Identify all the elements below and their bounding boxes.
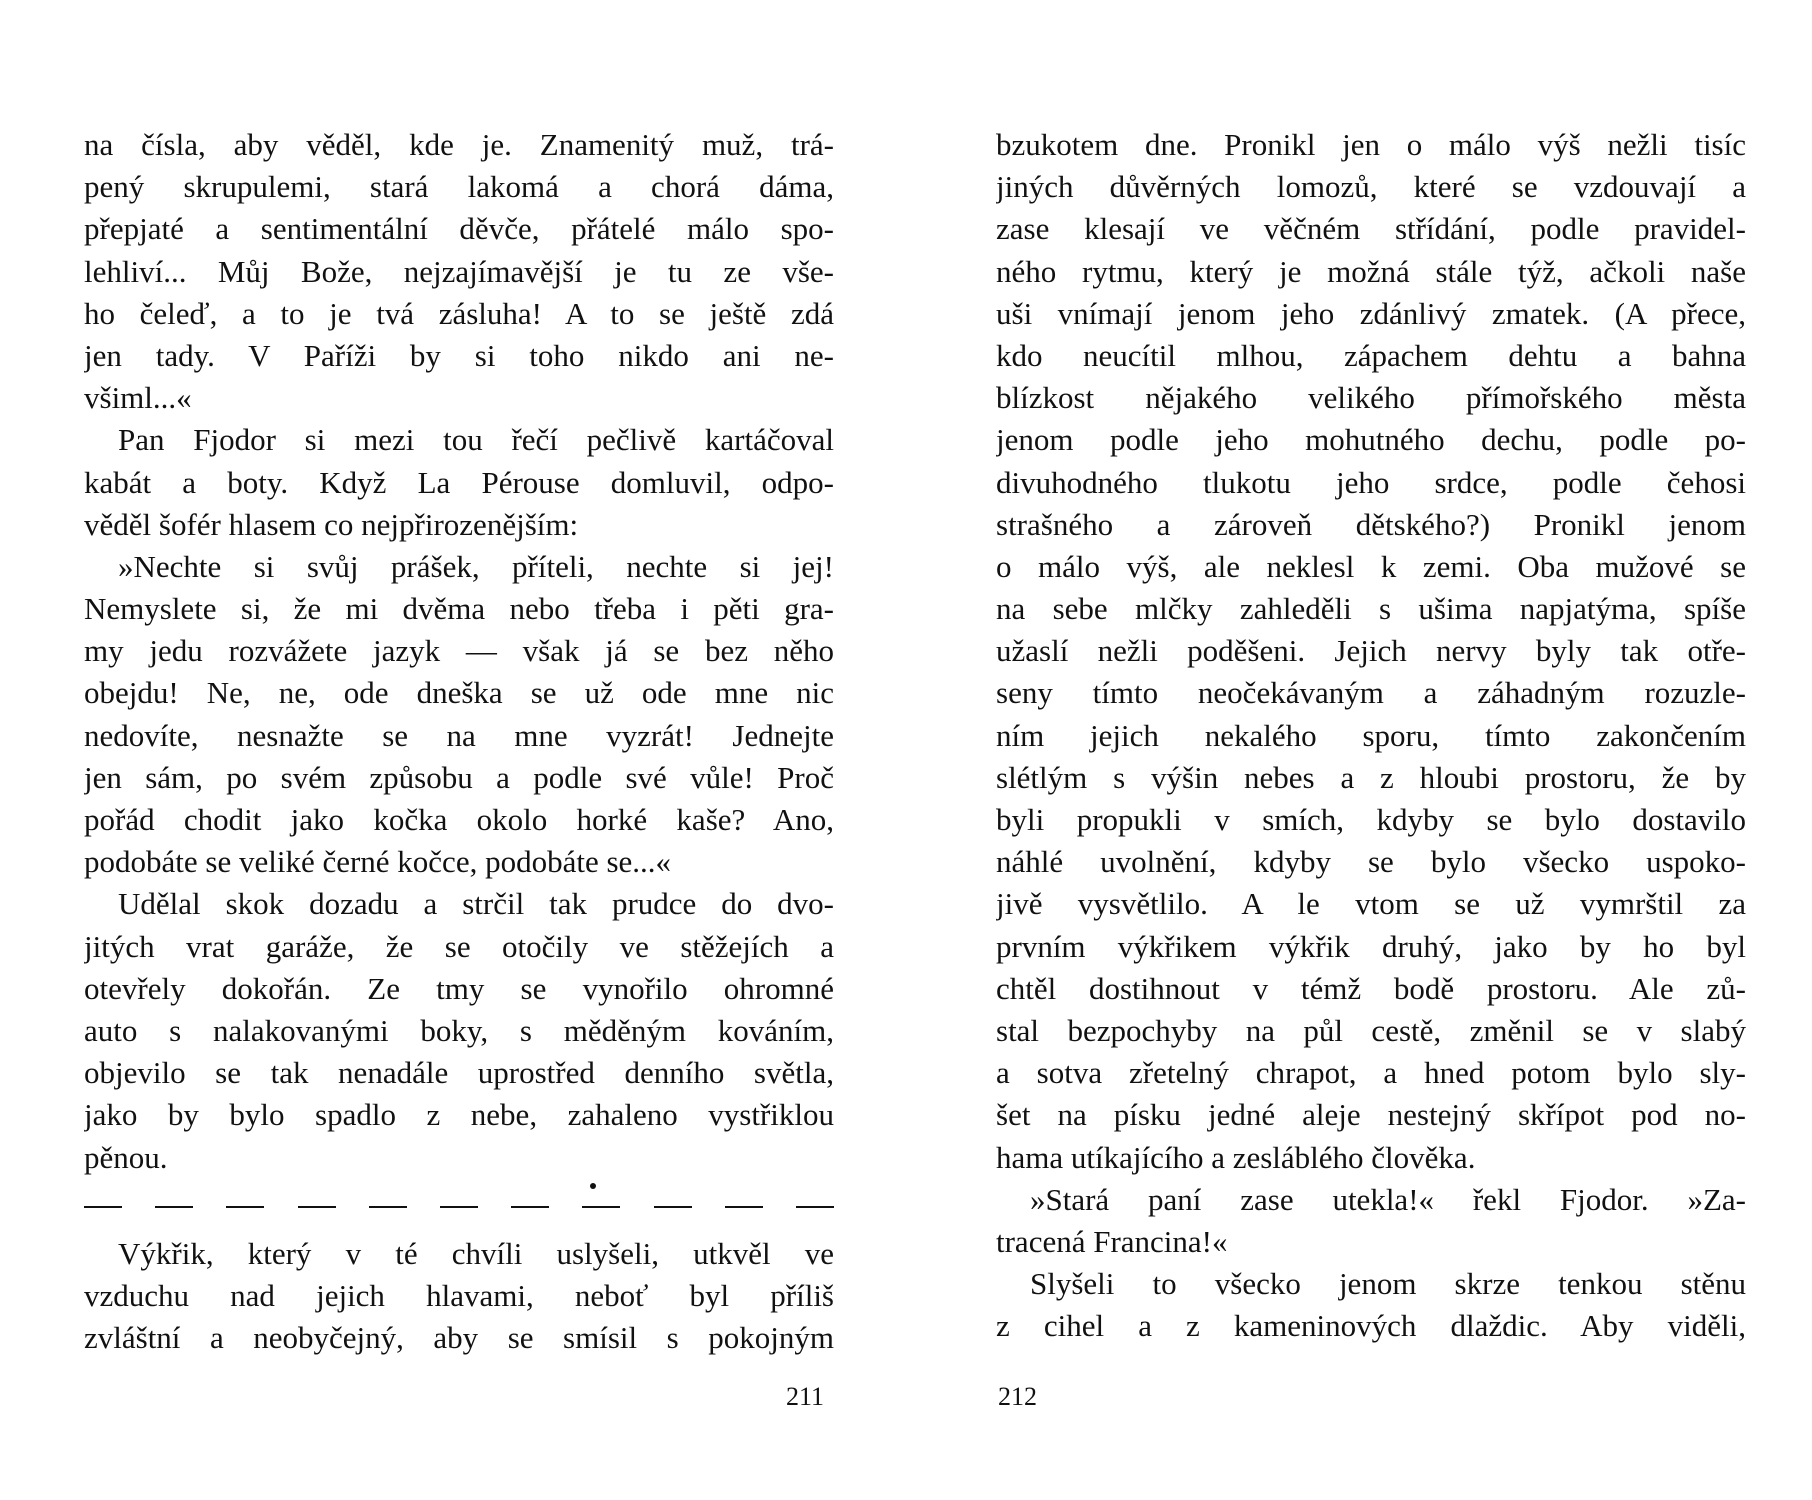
text-line: tracená Francina!« <box>996 1223 1228 1259</box>
separator-dash <box>226 1206 264 1208</box>
text-line: užaslí nežli poděšeni. Jejich nervy byly tak otře- <box>996 633 1746 669</box>
text-line: lehliví... Můj Bože, nejzajímavější je tu ze vše- <box>84 253 834 289</box>
text-line: náhlé uvolnění, kdyby se bylo všecko uspoko- <box>996 844 1746 880</box>
text-line: uši vnímají jenom jeho zdánlivý zmatek. (A přece, <box>996 295 1746 331</box>
text-line: stal bezpochyby na půl cestě, změnil se v slabý <box>996 1012 1746 1048</box>
text-line: a sotva zřetelný chrapot, a hned potom bylo sly- <box>996 1055 1746 1091</box>
section-separator <box>84 1183 834 1231</box>
text-line: zase klesají ve věčném střídání, podle pravidel- <box>996 211 1746 247</box>
right-page <box>996 124 1746 1347</box>
text-line: jivě vysvětlilo. A le vtom se už vymrštil za <box>996 886 1746 922</box>
separator-dash <box>298 1206 336 1208</box>
text-line: objevilo se tak nenadále uprostřed denního světla, <box>84 1055 834 1091</box>
text-line: z cihel a z kameninových dlaždic. Aby viděli, <box>996 1308 1746 1344</box>
text-line: kdo neucítil mlhou, zápachem dehtu a bahna <box>996 337 1746 373</box>
text-line: jiných důvěrných lomozů, které se vzdouvají a <box>996 169 1746 205</box>
separator-dot <box>590 1183 596 1189</box>
separator-dash <box>511 1206 549 1208</box>
text-line: slétlým s výšin nebes a z hloubi prostoru, že by <box>996 759 1746 795</box>
text-line: ného rytmu, který je možná stále týž, ačkoli naše <box>996 253 1746 289</box>
text-line: divuhodného tlukotu jeho srdce, podle čehosi <box>996 464 1746 500</box>
text-line: jen tady. V Paříži by si toho nikdo ani ne- <box>84 337 834 373</box>
text-line: strašného a zároveň dětského?) Pronikl jenom <box>996 506 1746 542</box>
text-line: na čísla, aby věděl, kde je. Znamenitý muž, trá- <box>84 127 834 162</box>
text-line: všiml...« <box>84 380 192 416</box>
separator-dash <box>796 1206 834 1208</box>
text-line: kabát a boty. Když La Pérouse domluvil, odpo- <box>84 464 834 500</box>
separator-dash <box>582 1206 620 1208</box>
text-line: šet na písku jedné aleje nestejný skřípot pod no- <box>996 1097 1746 1133</box>
text-line: na sebe mlčky zahleděli s ušima napjatýma, spíše <box>996 591 1746 627</box>
text-line: ho čeleď, a to je tvá zásluha! A to se ještě zdá <box>84 295 834 331</box>
text-line: Slyšeli to všecko jenom skrze tenkou stěnu <box>1030 1266 1746 1302</box>
text-line: věděl šofér hlasem co nejpřirozenějším: <box>84 506 579 542</box>
text-line: vzduchu nad jejich hlavami, neboť byl příliš <box>84 1277 834 1313</box>
text-line: nedovíte, nesnažte se na mne vyzrát! Jednejte <box>84 717 834 753</box>
text-line: přepjaté a sentimentální děvče, přátelé málo spo- <box>84 211 834 247</box>
text-line: zvláštní a neobyčejný, aby se smísil s pokojným <box>84 1320 834 1356</box>
text-line: pořád chodit jako kočka okolo horké kaše? Ano, <box>84 802 834 837</box>
text-line: prvním výkřikem výkřik druhý, jako by ho byl <box>996 928 1746 964</box>
text-line: otevřely dokořán. Ze tmy se vynořilo ohromné <box>84 970 834 1006</box>
text-line: jenom podle jeho mohutného dechu, podle po- <box>996 422 1746 458</box>
text-line: o málo výš, ale neklesl k zemi. Oba mužové se <box>996 548 1746 584</box>
page-number-left: 211 <box>786 1382 825 1411</box>
text-line: byli propukli v smích, kdyby se bylo dostavilo <box>996 802 1746 837</box>
text-line: chtěl dostihnout v témž bodě prostoru. Ale zů- <box>996 970 1746 1006</box>
text-line: bzukotem dne. Pronikl jen o málo výš nežli tisíc <box>996 127 1746 162</box>
text-line: hama utíkajícího a zeslábléhо člověka. <box>996 1139 1476 1175</box>
text-line: jen sám, po svém způsobu a podle své vůle! Proč <box>84 759 834 795</box>
separator-dash <box>84 1206 122 1208</box>
text-line: Nemyslete si, že mi dvěma nebo třeba i pěti gra- <box>84 591 834 627</box>
left-page <box>84 124 834 1359</box>
text-line: ním jejich nekalého sporu, tímto zakončením <box>996 717 1746 753</box>
page-number-right: 212 <box>998 1382 1037 1411</box>
separator-dash <box>725 1206 763 1208</box>
text-line: Pan Fjodor si mezi tou řečí pečlivě kartáčoval <box>118 422 834 458</box>
text-line: podobáte se veliké černé kočce, podobáte se...« <box>84 844 672 880</box>
text-line: Výkřik, který v té chvíli uslyšeli, utkvěl ve <box>118 1235 834 1271</box>
text-line: obejdu! Ne, ne, ode dneška se už ode mne nic <box>84 675 834 711</box>
separator-dash <box>654 1206 692 1208</box>
text-line: jitých vrat garáže, že se otočily ve stěžejích a <box>84 928 834 964</box>
text-line: seny tímto neočekávaným a záhadným rozuzle- <box>996 675 1746 711</box>
text-line: jako by bylo spadlo z nebe, zahaleno vystřiklou <box>84 1097 834 1133</box>
text-line: »Stará paní zase utekla!« řekl Fjodor. »Za- <box>1030 1181 1746 1217</box>
separator-dash <box>369 1206 407 1208</box>
text-line: pěnou. <box>84 1139 168 1175</box>
text-line: pený skrupulemi, stará lakomá a chorá dáma, <box>84 169 834 205</box>
text-line: »Nechte si svůj prášek, příteli, nechte si jej! <box>118 548 834 584</box>
text-line: my jedu rozvážete jazyk — však já se bez něho <box>84 633 834 669</box>
separator-dash <box>440 1206 478 1208</box>
text-line: auto s nalakovanými boky, s měděným kováním, <box>84 1012 834 1048</box>
text-line: Udělal skok dozadu a strčil tak prudce do dvo- <box>118 886 834 922</box>
separator-dash <box>155 1206 193 1208</box>
text-line: blízkost nějakého velikého přímořského města <box>996 380 1746 416</box>
